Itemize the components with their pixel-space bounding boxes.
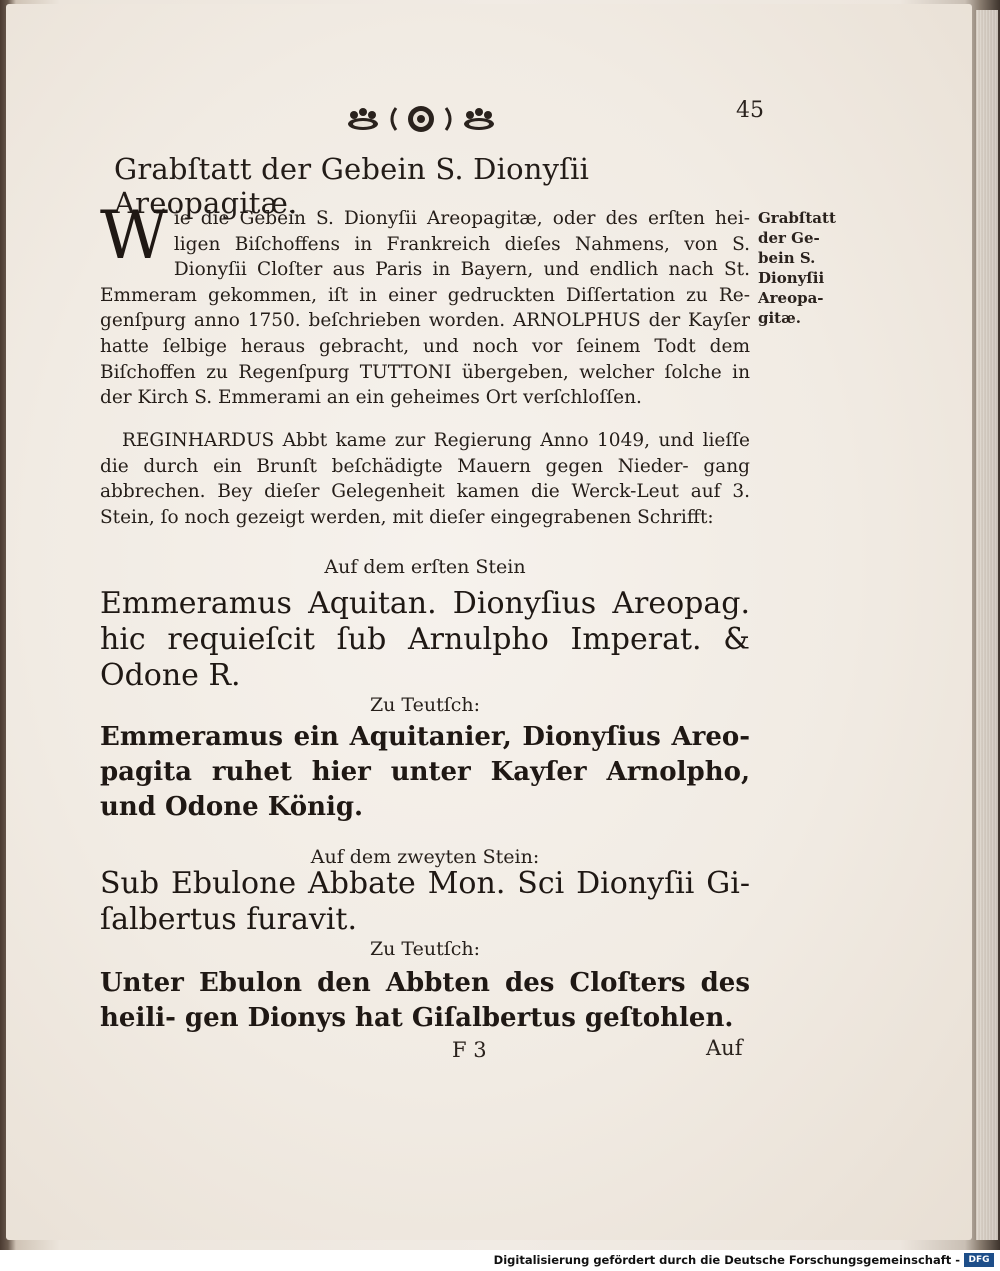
signature-mark: F 3 xyxy=(452,1038,487,1062)
stone2-inscription: Sub Ebulone Abbate Mon. Sci Dionyſii Gi- ſalbertus furavit. xyxy=(100,866,750,937)
page-edges xyxy=(976,10,998,1240)
paragraph-intro-text: ie die Gebein S. Dionyſii Areopagitæ, oder des erſten hei- ligen Biſchoffens in Frankreich dieſes Nahmens, von S. Dionyſii Cloſter aus Paris in Bayern, und endlich nach St. Emmeram gekommen, iſt in einer gedruckten Diſſertation zu Re- genſpurg anno 1750. beſchrieben worden. ARNOLPHUS der Kayſer hatte ſelbige heraus gebracht, und noch vor ſeinem Todt dem Biſchoffen zu Regenſpurg TUTTONI übergeben, welcher ſolche in der Kirch S. Emmerami an ein geheimes Ort verſchloſſen. xyxy=(100,208,750,409)
rosette-ornament-icon xyxy=(406,104,436,134)
footer-credit: Digitalisierung gefördert durch die Deutsche Forschungsgemeinschaft - xyxy=(493,1253,960,1267)
stone1-translation: Emmeramus ein Aquitanier, Dionyſius Areo- pagita ruhet hier unter Kayſer Arnolpho, und Odone König. xyxy=(100,722,750,822)
stone2-translation-label: Zu Teutſch: xyxy=(369,938,481,960)
stone1-inscription: Emmeramus Aquitan. Dionyſius Areopag. hic requieſcit ſub Arnulpho Imperat. & Odone R. xyxy=(100,586,750,693)
paragraph-reginhardus: REGINHARDUS Abbt kame zur Regierung Anno 1049, und lieſſe die durch ein Brunſt beſchädigte Mauern gegen Nieder- gang abbrechen. Bey dieſer Gelegenheit kamen die Werck-Leut auf 3. Stein, ſo noch gezeigt werden, mit dieſer eingegrabenen Schrifft: xyxy=(100,430,750,528)
crown-ornament-icon xyxy=(346,106,380,132)
footer-bar xyxy=(0,1250,1000,1271)
stone1-label: Auf dem erſten Stein xyxy=(324,556,526,578)
stone2-label: Auf dem zweyten Stein: xyxy=(310,846,540,868)
dfg-logo-icon: DFG xyxy=(964,1253,994,1267)
catchword: Auf xyxy=(706,1036,743,1060)
marginal-note: Grabſtatt der Ge- bein S. Dionyſii Areopa- gitæ. xyxy=(758,209,836,327)
section-heading: Grabſtatt der Gebein S. Dionyſii Areopagitæ. xyxy=(114,152,590,220)
scroll-ornament-icon xyxy=(442,106,456,132)
page-number: 45 xyxy=(736,98,764,123)
header-ornament xyxy=(346,102,526,136)
crown-ornament-icon xyxy=(462,106,496,132)
scroll-ornament-icon xyxy=(386,106,400,132)
stone2-translation: Unter Ebulon den Abbten des Cloſters des heili- gen Dionys hat Giſalbertus geſtohlen. xyxy=(100,968,750,1033)
stone1-translation-label: Zu Teutſch: xyxy=(369,694,481,716)
drop-cap: W xyxy=(100,197,168,274)
paragraph-intro xyxy=(100,197,750,411)
